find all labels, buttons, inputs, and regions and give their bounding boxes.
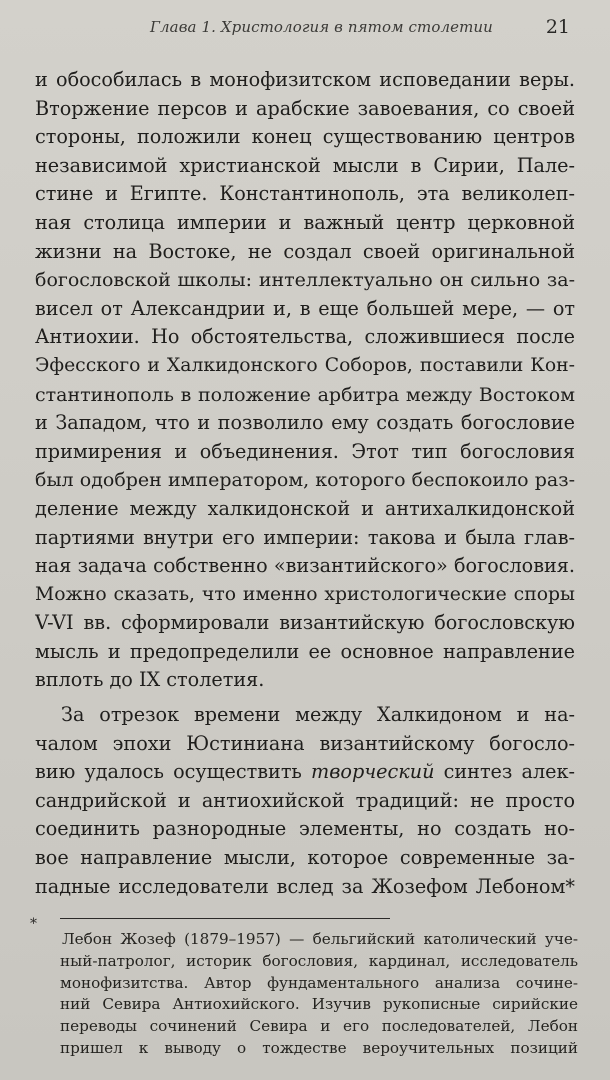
text-line: ная столица империи и важный центр церковной [35,210,575,234]
paragraph-2 [35,701,575,901]
text-line: падные исследователи вслед за Жозефом Лебоном* [35,874,575,898]
footnote-line: ный-патролог, историк богословия, кардинал, исследователь [60,951,578,970]
footnote-line: пришел к выводу о тождестве вероучительных позиций [60,1038,578,1057]
footnote [60,929,578,1060]
running-head [150,16,570,44]
footnote-marker: * [30,916,37,932]
footnote-divider [60,918,390,919]
text-line: партиями внутри его империи: такова и была глав- [35,525,575,549]
body-text [35,66,575,901]
text-line: ная задача собственно «византийского» богословия. [35,554,575,578]
footnote-line: Лебон Жозеф (1879–1957) — бельгийский католический уче- [62,930,578,948]
footnote-line: монофизитства. Автор фундаментального анализа сочине- [60,973,578,992]
paragraph-1 [35,66,575,695]
text-line-with-emphasis [35,758,575,787]
page-number: 21 [545,16,570,38]
text-line: независимой христианской мысли в Сирии, Пале- [35,153,575,177]
text-line: Вторжение персов и арабские завоевания, со своей [35,96,575,120]
text-line: Антиохии. Но обстоятельства, сложившиеся после [35,325,575,349]
text-line: соединить разнородные элементы, но создать но- [35,817,575,841]
emphasis-word: творческий [311,760,435,784]
text-line: висел от Александрии и, в еще большей мере, — от [35,296,575,320]
text-line: богословской школы: интеллектуально он сильно за- [35,269,575,292]
text-line: За отрезок времени между Халкидоном и на- [61,703,575,727]
text-line: деление между халкидонской и антихалкидонской [35,496,575,520]
text-line: и обособилась в монофизитском исповедании веры. [35,68,575,91]
text-segment: синтез алек- [434,760,575,784]
text-segment: вию удалось осуществить [35,760,312,784]
footnote-line: ний Севира Антиохийского. Изучив рукописные сирийские [60,995,578,1014]
text-line: был одобрен императором, которого беспокоило раз- [35,469,575,492]
running-title: Глава 1. Христология в пятом столетии [150,18,493,36]
footnote-line: переводы сочинений Севира и его последователей, Лебон [60,1017,578,1036]
text-line: стороны, положили конец существованию центров [35,125,575,149]
text-line: вое направление мысли, которое современные за- [35,846,575,870]
text-line: и Западом, что и позволило ему создать богословие [35,411,575,435]
text-line: стантинополь в положение арбитра между Востоком [35,383,575,406]
text-line: жизни на Востоке, не создал своей оригинальной [35,239,575,263]
text-line: вплоть до IX столетия. [35,668,265,692]
text-line: Эфесского и Халкидонского Соборов, поставили Кон- [35,354,575,376]
text-line: чалом эпохи Юстиниана византийскому богосло- [35,731,575,755]
text-line: сандрийской и антиохийской традиций: не просто [35,788,575,812]
text-line: примирения и объединения. Этот тип богословия [35,439,575,463]
text-line: Можно сказать, что именно христологические споры [35,583,575,605]
text-line: V-VI вв. сформировали византийскую богословскую [35,611,575,635]
text-line: мысль и предопределили ее основное направление [35,639,575,663]
text-line: стине и Египте. Константинополь, эта великолеп- [35,182,575,206]
